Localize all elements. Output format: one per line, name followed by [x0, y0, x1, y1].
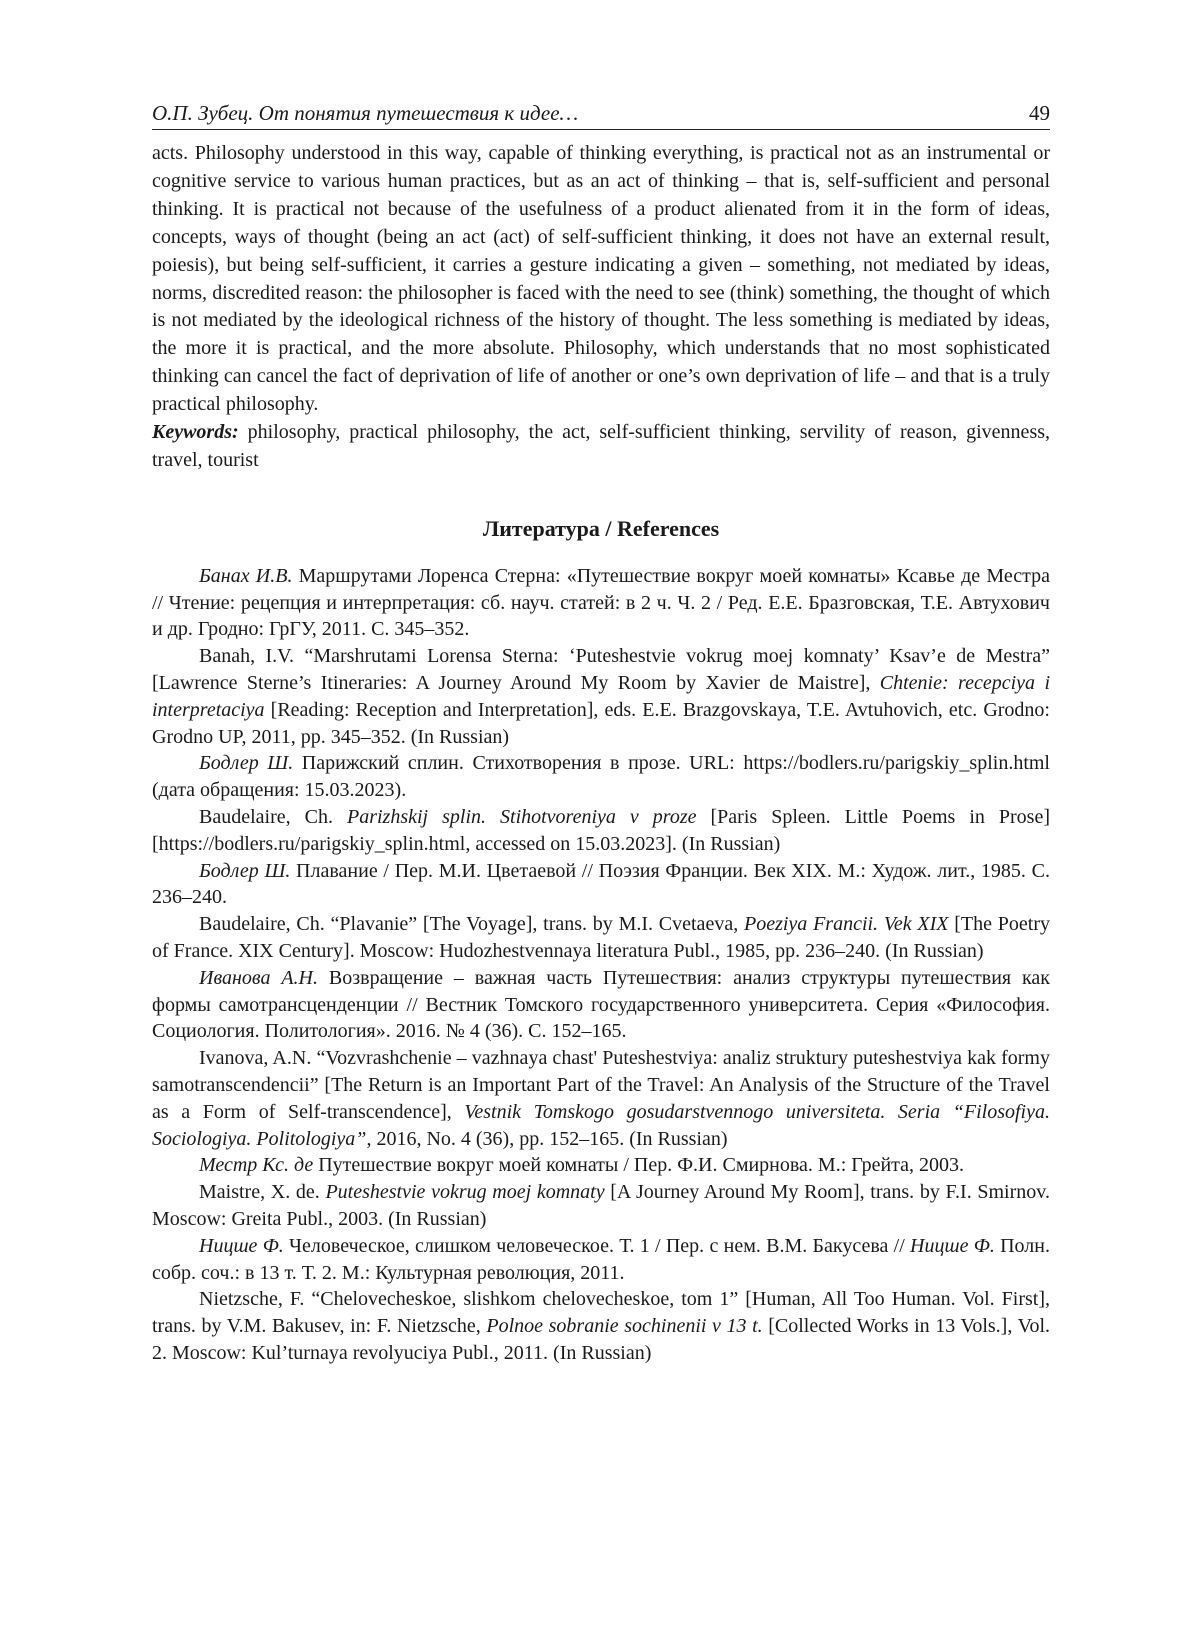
reference-item — [152, 1233, 1050, 1287]
ref-source-title: Poeziya Francii. Vek XIX — [743, 913, 949, 936]
references-list — [152, 563, 1050, 1367]
reference-item — [152, 1179, 1050, 1233]
abstract-text: acts. Philosophy understood in this way, capable of thinking everything, is practical not as an instrumental or cognitive service to various human practices, but as an act of thinking – that is, self-sufficient and personal thinking. It is practical not because of the usefulness of a product alienated from it in the form of ideas, concepts, ways of thought (being an act (act) of self-sufficient thinking, it does not have an external result, poiesis), but being self-sufficient, it carries a gesture indicating a given – something, not mediated by ideas, norms, discredited reason: the philosopher is faced with the need to see (think) something, the thought of which is not mediated by the ideological richness of the history of thought. The less something is mediated by ideas, the more it is practical, and the more absolute. Philosophy, which understands that no most sophisticated thinking can cancel the fact of deprivation of life of another or one’s own deprivation of life – and that is a truly practical philosophy. — [152, 142, 1050, 416]
ref-source-title: Puteshestvie vokrug moej komnaty — [325, 1181, 605, 1204]
ref-author: Ницше Ф. — [910, 1234, 995, 1257]
ref-text: Полн. собр. соч.: в 13 т. Т. 2. М.: Культурная революция, 2011. — [152, 1234, 1050, 1284]
ref-text: [The Poetry of France. XIX Century]. Moscow: Hudozhestvennaya literatura Publ., 1985, pp. 236–240. (In Russian) — [152, 913, 1050, 963]
ref-text: Nietzsche, F. “Chelovecheskoe, slishkom chelovecheskoe, tom 1” [Human, All Too Human. Vol. First], trans. by V.M. Bakusev, in: F. Nietzsche, — [152, 1288, 1050, 1338]
reference-item — [152, 1045, 1050, 1152]
reference-item — [152, 1286, 1050, 1366]
ref-source-title: Chtenie: recepciya i interpretaciya — [152, 672, 1051, 721]
ref-text: Baudelaire, Ch. — [199, 806, 347, 829]
ref-author: Банах И.В. — [199, 564, 293, 587]
running-head-title: О.П. Зубец. От понятия путешествия к идее… — [152, 101, 579, 125]
reference-item — [152, 858, 1050, 912]
ref-text: Маршрутами Лоренса Стерна: «Путешествие вокруг моей комнаты» Ксавье де Местра // Чтение: рецепция и интерпретация: сб. науч. статей: в 2 ч. Ч. 2 / Ред. Е.Е. Бразговская, Т.Е. Автухович и др. Гродно: ГрГУ, 2011. С. 345–352. — [152, 564, 1050, 641]
ref-author: Местр Кс. де — [199, 1154, 314, 1177]
ref-text: [A Journey Around My Room], trans. by F.I. Smirnov. Moscow: Greita Publ., 2003. (In Russian) — [152, 1181, 1050, 1230]
page — [152, 100, 1050, 1367]
ref-text: Человеческое, слишком человеческое. Т. 1 / Пер. с нем. В.М. Бакусева // — [283, 1234, 911, 1257]
ref-text: Путешествие вокруг моей комнаты / Пер. Ф.И. Смирнова. М.: Грейта, 2003. — [313, 1154, 965, 1177]
ref-text: Maistre, X. de. — [199, 1181, 326, 1204]
ref-text: [Collected Works in 13 Vols.], Vol. 2. Moscow: Kul’turnaya revolyuciya Publ., 2011. (In Russian) — [152, 1315, 1050, 1364]
reference-item — [152, 563, 1050, 643]
ref-text: Baudelaire, Ch. “Plavanie” [The Voyage], trans. by M.I. Cvetaeva, — [199, 913, 744, 936]
ref-text: Возвращение – важная часть Путешествия: анализ структуры путешествия как формы самотрансценденции // Вестник Томского государственного университета. Серия «Философия. Социология. Политология». 2016. № 4 (36). С. 152–165. — [152, 966, 1050, 1043]
reference-item — [152, 804, 1050, 858]
ref-text: [Reading: Reception and Interpretation], eds. E.E. Brazgovskaya, T.E. Avtuhovich, etc. Grodno: Grodno UP, 2011, pp. 345–352. (In Russian) — [152, 698, 1050, 748]
ref-text: Ivanova, A.N. “Vozvrashchenie – vazhnaya chast' Puteshestviya: analiz struktury puteshestviya kak formy samotranscendencii” [The Return is an Important Part of the Travel: An Analysis of the Structure of the Travel as a Form of Self-transcendence], — [152, 1047, 1050, 1123]
ref-text: [Paris Spleen. Little Poems in Prose] [https://bodlers.ru/parigskiy_splin.html, accessed on 15.03.2023]. (In Russian) — [152, 806, 1050, 855]
ref-author: Бодлер Ш. — [199, 752, 294, 775]
ref-source-title: Polnoe sobranie sochinenii v 13 t. — [486, 1315, 763, 1338]
ref-source-title: Parizhskij splin. Stihotvoreniya v proze — [346, 806, 697, 829]
reference-item — [152, 965, 1050, 1045]
ref-text: , 2016, No. 4 (36), pp. 152–165. (In Russian) — [366, 1127, 728, 1150]
keywords — [152, 419, 1050, 475]
reference-item — [152, 750, 1050, 804]
page-number: 49 — [1029, 101, 1050, 125]
reference-item — [152, 1152, 1050, 1179]
ref-text: Парижский сплин. Стихотворения в прозе. URL: https://bodlers.ru/parigskiy_splin.html (дата обращения: 15.03.2023). — [152, 752, 1050, 802]
ref-text: Плавание / Пер. М.И. Цветаевой // Поэзия Франции. Век XIX. М.: Худож. лит., 1985. С. 236–240. — [152, 859, 1050, 909]
reference-item — [152, 643, 1050, 750]
ref-source-title: Vestnik Tomskogo gosudarstvennogo universiteta. Seria “Filosofiya. Sociologiya. Politologiya” — [152, 1100, 1050, 1150]
keywords-text: philosophy, practical philosophy, the act, self-sufficient thinking, servility of reason, givenness, travel, tourist — [152, 421, 1051, 471]
abstract — [152, 140, 1050, 475]
keywords-label: Keywords: — [152, 421, 239, 444]
ref-author: Бодлер Ш. — [199, 859, 291, 882]
ref-author: Иванова А.Н. — [199, 966, 318, 989]
reference-item — [152, 911, 1050, 965]
running-head — [152, 100, 1050, 130]
references-heading: Литература / References — [482, 515, 720, 541]
ref-text: Banah, I.V. “Marshrutami Lorensa Sterna: ‘Puteshestvie vokrug moej komnaty’ Ksav’e de Mestra” [Lawrence Sterne’s Itineraries: A Journey Around My Room by Xavier de Maistre], — [152, 645, 1050, 695]
ref-author: Ницше Ф. — [199, 1234, 284, 1257]
